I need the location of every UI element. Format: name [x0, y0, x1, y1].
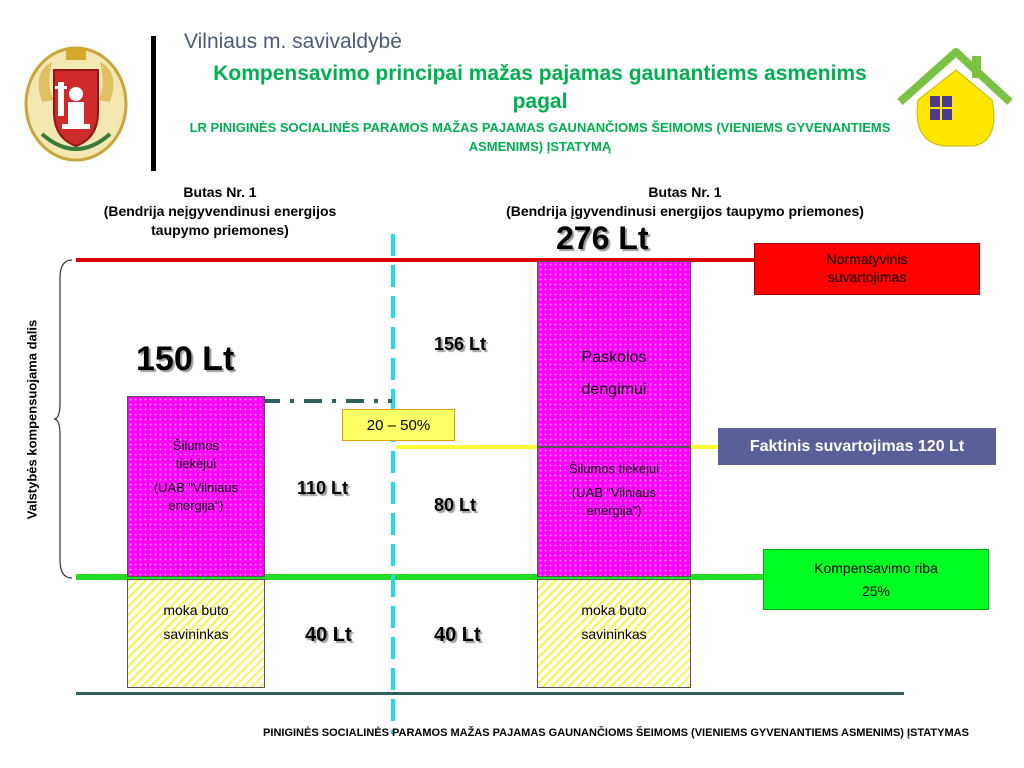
limit-label-line2: 25% [861, 583, 891, 599]
right-loan-label: Paskolos dengimui [581, 349, 647, 398]
right-heat-amount: 80 Lt [434, 495, 477, 515]
left-heat-line2: (UAB “Vilniaus energija”) [153, 480, 239, 513]
right-heat-supplier-box [537, 447, 691, 577]
right-owner-amount: 40 Lt [434, 624, 481, 646]
left-column-heading [60, 183, 380, 240]
left-heading-line1: Butas Nr. 1 [183, 184, 257, 200]
compensated-bracket [52, 258, 76, 580]
page-title: Kompensavimo principai mažas pajamas gaunantiems asmenims pagal [213, 62, 867, 113]
right-loan-amount: 156 Lt [434, 334, 487, 354]
right-owner-label: moka buto savininkas [581, 602, 647, 642]
left-heat-amount: 110 Lt [297, 478, 349, 498]
left-owner-label: moka buto savininkas [163, 602, 229, 642]
left-heading-line2: (Bendrija neįgyvendinusi energijos taupymo priemones) [103, 203, 337, 238]
right-column-heading [440, 183, 930, 221]
actual-consumption-legend: Faktinis suvartojimas 120 Lt [718, 428, 996, 465]
left-total-connector [262, 396, 392, 406]
right-loan-box [537, 261, 691, 447]
compensation-limit-legend [763, 549, 989, 610]
right-heat-line1: Šilumos tiekėjui [568, 461, 660, 476]
house-logo [896, 44, 1014, 152]
page-subtitle: LR PINIGINĖS SOCIALINĖS PARAMOS MAŽAS PAJAMAS GAUNANČIOMS ŠEIMOMS (VIENIEMS GYVENANTIEMS ASMENIMS) ĮSTATYMĄ [189, 120, 891, 154]
left-heat-line1: Šilumos tiekėjui [172, 438, 220, 471]
right-heat-line2: (UAB “Vilniaus energija”) [571, 485, 657, 518]
right-owner-box [537, 579, 691, 688]
left-total-amount: 150 Lt [136, 340, 235, 378]
baseline-line [76, 692, 904, 695]
organization-name: Vilniaus m. savivaldybė [184, 30, 402, 53]
column-divider [388, 234, 398, 734]
right-total-amount: 276 Lt [556, 220, 649, 256]
right-heading-line2: (Bendrija įgyvendinusi energijos taupymo priemones) [506, 203, 864, 219]
footer-law-title: PINIGINĖS SOCIALINĖS PARAMOS MAŽAS PAJAMAS GAUNANČIOMS ŠEIMOMS (VIENIEMS GYVENANTIEMS ASMENIMS) ĮSTATYMAS [263, 727, 969, 739]
left-heat-supplier-box [127, 396, 265, 577]
state-compensated-part-label: Valstybės kompensuojama dalis [24, 319, 40, 520]
normative-consumption-legend: Normatyvinis suvartojimas [754, 243, 980, 295]
right-heading-line1: Butas Nr. 1 [648, 184, 722, 200]
limit-label-line1: Kompensavimo riba [814, 560, 938, 576]
saving-range-badge: 20 – 50% [342, 409, 455, 441]
left-owner-amount: 40 Lt [305, 624, 352, 646]
left-owner-box [127, 579, 265, 688]
header-divider [151, 36, 156, 171]
vilnius-coat-of-arms [22, 42, 130, 164]
